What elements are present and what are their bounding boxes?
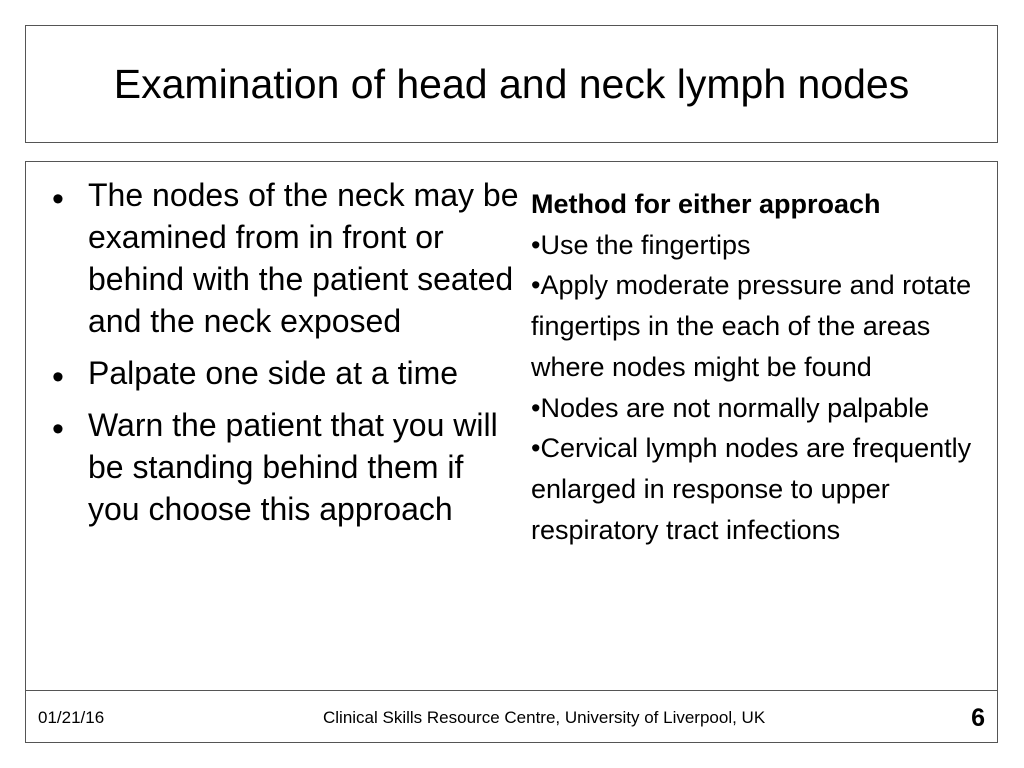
- footer-date: 01/21/16: [38, 708, 105, 727]
- bullet-dot-icon: •: [52, 358, 64, 396]
- page-number: 6: [971, 704, 985, 732]
- method-item: •Use the fingertips: [531, 229, 751, 260]
- bullet-item: [48, 404, 523, 530]
- left-bullet-list: [48, 174, 523, 540]
- bullet-dot-icon: •: [52, 410, 64, 448]
- bullet-text: Palpate one side at a time: [88, 355, 459, 391]
- content-box: [25, 161, 998, 743]
- bullet-dot-icon: •: [52, 180, 64, 218]
- bullet-item: [48, 174, 523, 342]
- method-item: •Apply moderate pressure and rotate fingertips in the each of the areas where nodes might be found: [531, 270, 972, 382]
- footer-credit: Clinical Skills Resource Centre, University of Liverpool, UK: [323, 708, 766, 727]
- bullet-item: [48, 352, 523, 394]
- method-item: •Nodes are not normally palpable: [531, 392, 930, 423]
- slide-title: Examination of head and neck lymph nodes: [113, 60, 910, 107]
- method-panel: [531, 184, 991, 550]
- bullet-text: The nodes of the neck may be examined from in front or behind with the patient seated and the neck exposed: [88, 177, 519, 339]
- bullet-text: Warn the patient that you will be standing behind them if you choose this approach: [88, 407, 498, 527]
- title-box: [25, 25, 998, 143]
- footer-divider: [26, 690, 997, 691]
- method-heading: Method for either approach: [531, 189, 881, 219]
- method-item: •Cervical lymph nodes are frequently enlarged in response to upper respiratory tract infections: [531, 433, 972, 545]
